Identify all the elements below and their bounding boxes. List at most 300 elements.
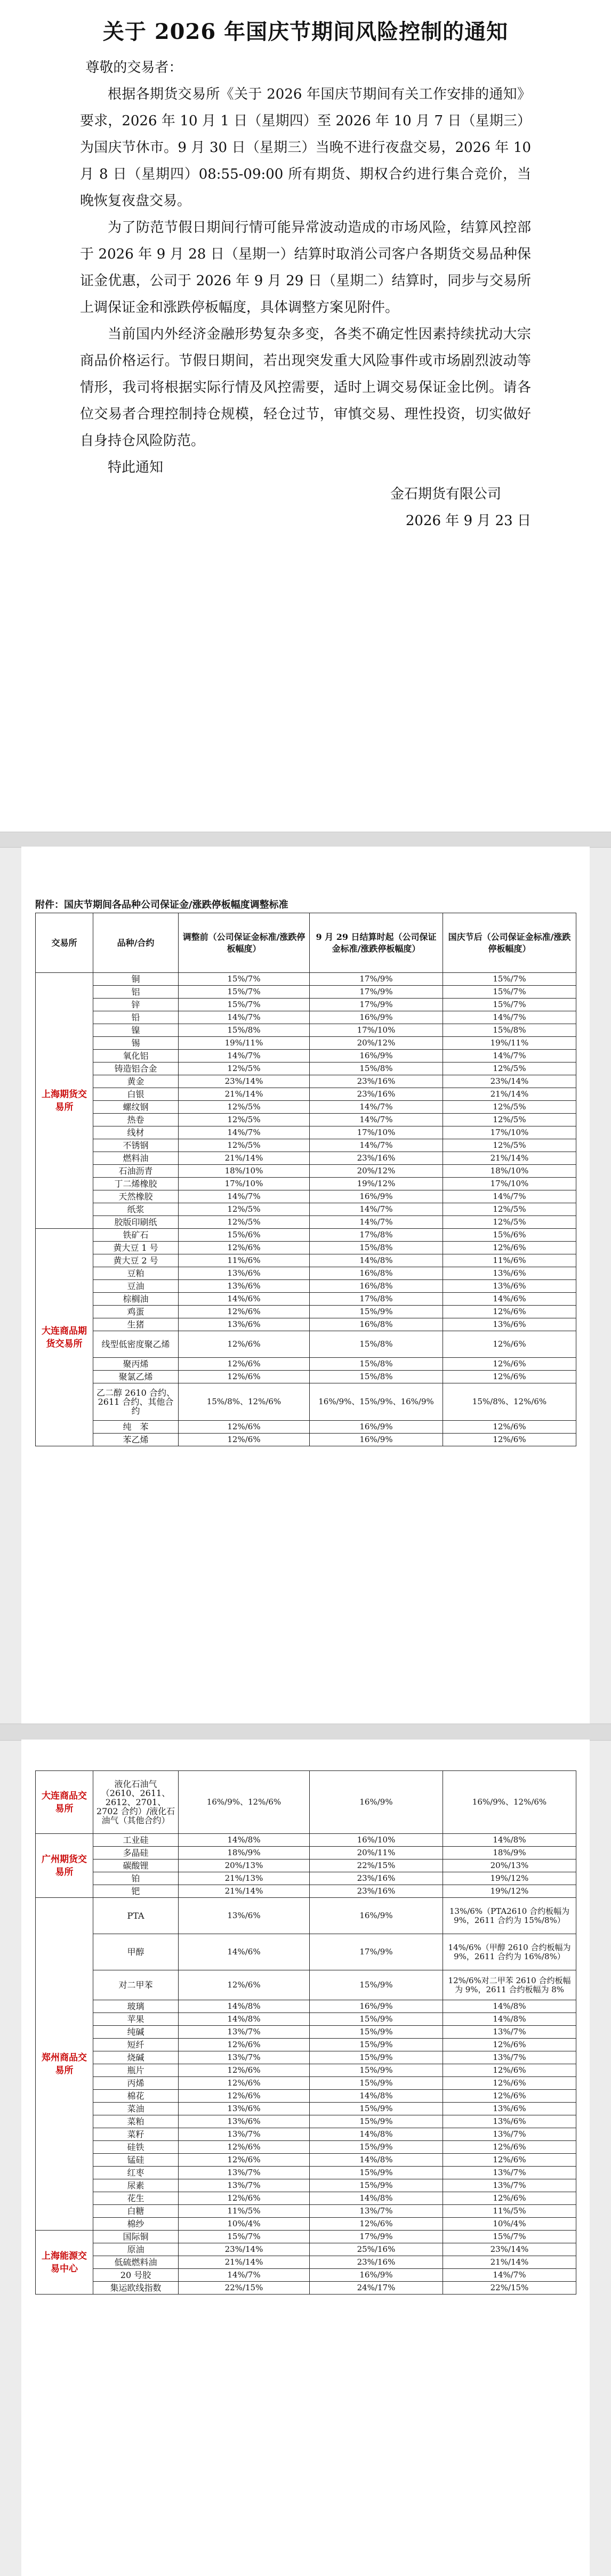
- product-cell: 铝: [93, 986, 179, 999]
- product-cell: 烧碱: [93, 2051, 179, 2064]
- sep29-value: 16%/9%: [310, 1050, 443, 1062]
- before-value: 21%/13%: [179, 1872, 310, 1885]
- before-value: 22%/15%: [179, 2282, 310, 2295]
- sep29-value: 23%/16%: [310, 1872, 443, 1885]
- table-row: [36, 2179, 576, 2192]
- before-value: 18%/10%: [179, 1165, 310, 1178]
- notice-paragraph: 当前国内外经济金融形势复杂多变，各类不确定性因素持续扰动大宗商品价格运行。节假日期间，若出现突发重大风险事件或市场剧烈波动等情形，我司将根据实际行情及风控需要，适时上调交易保证金比例。请各位交易者合理控制持仓规模，轻仓过节，审慎交易、理性投资，切实做好自身持仓风险防范。: [80, 326, 531, 449]
- after-value: 13%/6%: [443, 2115, 576, 2128]
- before-value: 13%/7%: [179, 2179, 310, 2192]
- header-exchange: 交易所: [36, 913, 93, 973]
- sep29-value: 17%/9%: [310, 999, 443, 1011]
- table-row: [36, 1139, 576, 1152]
- margin-adjustment-table-continued: [35, 1770, 576, 2295]
- product-cell: 铅: [93, 1011, 179, 1024]
- before-value: 13%/7%: [179, 2128, 310, 2141]
- table-row: [36, 1254, 576, 1267]
- notice-title: 关于 2026 年国庆节期间风险控制的通知: [102, 19, 509, 44]
- sep29-value: 16%/9%: [310, 1011, 443, 1024]
- after-value: 21%/14%: [443, 1088, 576, 1101]
- before-value: 12%/5%: [179, 1139, 310, 1152]
- sep29-value: 15%/9%: [310, 2026, 443, 2039]
- product-cell: 白糖: [93, 2205, 179, 2218]
- before-value: 21%/14%: [179, 1152, 310, 1165]
- table-row: [36, 2128, 576, 2141]
- after-value: 20%/13%: [443, 1859, 576, 1872]
- product-cell: 螺纹钢: [93, 1101, 179, 1114]
- sep29-value: 23%/16%: [310, 2256, 443, 2269]
- before-value: 12%/5%: [179, 1114, 310, 1126]
- product-cell: 集运欧线指数: [93, 2282, 179, 2295]
- sep29-value: 17%/9%: [310, 2231, 443, 2243]
- table-row: [36, 1421, 576, 1434]
- table-row: [36, 1114, 576, 1126]
- product-cell: 石油沥青: [93, 1165, 179, 1178]
- notice-salutation: 尊敬的交易者：: [85, 60, 183, 76]
- sep29-value: 14%/8%: [310, 2090, 443, 2103]
- after-value: 15%/7%: [443, 986, 576, 999]
- before-value: 12%/6%: [179, 2154, 310, 2167]
- before-value: 12%/6%: [179, 1331, 310, 1358]
- notice-body: [0, 0, 611, 534]
- after-value: 12%/6%对二甲苯 2610 合约板幅为 9%，2611 合约板幅为 8%: [443, 1970, 576, 2000]
- table-row: [36, 1371, 576, 1383]
- after-value: 13%/6%: [443, 1318, 576, 1331]
- before-value: 14%/6%: [179, 1293, 310, 1306]
- table-row: [36, 1318, 576, 1331]
- table-row: [36, 1024, 576, 1037]
- product-cell: 黄大豆 2 号: [93, 1254, 179, 1267]
- before-value: 20%/13%: [179, 1859, 310, 1872]
- sep29-value: 17%/9%: [310, 986, 443, 999]
- before-value: 12%/6%: [179, 1434, 310, 1446]
- product-cell: 液化石油气（2610、2611、2612、2701、2702 合约）/液化石油气（其他合约）: [93, 1771, 179, 1834]
- before-value: 12%/5%: [179, 1203, 310, 1216]
- exchange-cell: 上海期货交易所: [36, 973, 93, 1229]
- before-value: 13%/6%: [179, 1318, 310, 1331]
- before-value: 10%/4%: [179, 2218, 310, 2231]
- after-value: 13%/7%: [443, 2179, 576, 2192]
- product-cell: 瓶片: [93, 2064, 179, 2077]
- after-value: 14%/8%: [443, 2000, 576, 2013]
- table-row: [36, 1075, 576, 1088]
- table-row: [36, 1229, 576, 1242]
- sep29-value: 17%/10%: [310, 1126, 443, 1139]
- table-row: [36, 1306, 576, 1318]
- before-value: 15%/8%: [179, 1024, 310, 1037]
- table-row: [36, 2000, 576, 2013]
- after-value: 13%/7%: [443, 2026, 576, 2039]
- before-value: 12%/6%: [179, 1970, 310, 2000]
- exchange-cell: 郑州商品交易所: [36, 1898, 93, 2231]
- table-row: [36, 1190, 576, 1203]
- after-value: 12%/5%: [443, 1139, 576, 1152]
- after-value: 12%/5%: [443, 1216, 576, 1229]
- before-value: 12%/5%: [179, 1216, 310, 1229]
- after-value: 12%/6%: [443, 2192, 576, 2205]
- table-row: [36, 2282, 576, 2295]
- before-value: 12%/6%: [179, 2192, 310, 2205]
- after-value: 12%/6%: [443, 2154, 576, 2167]
- product-cell: 鸡蛋: [93, 1306, 179, 1318]
- table-row: [36, 1847, 576, 1859]
- table-row: [36, 2077, 576, 2090]
- product-cell: 原油: [93, 2243, 179, 2256]
- product-cell: 铜: [93, 973, 179, 986]
- after-value: 13%/6%: [443, 1280, 576, 1293]
- after-value: 13%/6%: [443, 2103, 576, 2115]
- table-row: [36, 1126, 576, 1139]
- sep29-value: 15%/8%: [310, 1371, 443, 1383]
- sep29-value: 22%/15%: [310, 1859, 443, 1872]
- product-cell: 国际铜: [93, 2231, 179, 2243]
- after-value: 19%/12%: [443, 1885, 576, 1898]
- table-row: [36, 1037, 576, 1050]
- table-row: [36, 2218, 576, 2231]
- table-row: [36, 2039, 576, 2051]
- before-value: 14%/6%: [179, 1934, 310, 1970]
- before-value: 12%/6%: [179, 1371, 310, 1383]
- before-value: 21%/14%: [179, 1088, 310, 1101]
- sep29-value: 14%/7%: [310, 1101, 443, 1114]
- after-value: 17%/10%: [443, 1126, 576, 1139]
- product-cell: 尿素: [93, 2179, 179, 2192]
- after-value: 12%/5%: [443, 1101, 576, 1114]
- product-cell: 菜油: [93, 2103, 179, 2115]
- notice-page: [0, 0, 611, 832]
- sep29-value: 17%/9%: [310, 973, 443, 986]
- table-row: [36, 1062, 576, 1075]
- sep29-value: 17%/8%: [310, 1229, 443, 1242]
- table-row: [36, 1242, 576, 1254]
- product-cell: 铁矿石: [93, 1229, 179, 1242]
- after-value: 14%/7%: [443, 1190, 576, 1203]
- sep29-value: 16%/9%: [310, 1434, 443, 1446]
- table-row: [36, 1050, 576, 1062]
- before-value: 14%/7%: [179, 1126, 310, 1139]
- product-cell: 对二甲苯: [93, 1970, 179, 2000]
- sep29-value: 16%/9%: [310, 1421, 443, 1434]
- table-row: [36, 1434, 576, 1446]
- table-row: [36, 1358, 576, 1371]
- product-cell: 锡: [93, 1037, 179, 1050]
- sep29-value: 12%/6%: [310, 2218, 443, 2231]
- product-cell: 棉花: [93, 2090, 179, 2103]
- sep29-value: 20%/12%: [310, 1165, 443, 1178]
- table-row: [36, 1834, 576, 1847]
- after-value: 14%/6%: [443, 1293, 576, 1306]
- sep29-value: 16%/9%: [310, 2269, 443, 2282]
- table-row: [36, 1293, 576, 1306]
- before-value: 15%/8%、12%/6%: [179, 1383, 310, 1421]
- table-row: [36, 1088, 576, 1101]
- product-cell: 镍: [93, 1024, 179, 1037]
- table-row: [36, 1152, 576, 1165]
- before-value: 12%/6%: [179, 2141, 310, 2154]
- before-value: 19%/11%: [179, 1037, 310, 1050]
- table-row: [36, 1872, 576, 1885]
- notice-closing: 特此通知: [108, 460, 164, 476]
- sep29-value: 15%/8%: [310, 1242, 443, 1254]
- sep29-value: 15%/9%: [310, 1970, 443, 2000]
- sep29-value: 14%/8%: [310, 2154, 443, 2167]
- product-cell: 线材: [93, 1126, 179, 1139]
- sep29-value: 19%/12%: [310, 1178, 443, 1190]
- table-row: [36, 2154, 576, 2167]
- product-cell: 低硫燃料油: [93, 2256, 179, 2269]
- before-value: 14%/8%: [179, 1834, 310, 1847]
- sep29-value: 15%/9%: [310, 2077, 443, 2090]
- after-value: 16%/9%、12%/6%: [443, 1771, 576, 1834]
- table-row: [36, 2231, 576, 2243]
- sep29-value: 24%/17%: [310, 2282, 443, 2295]
- sep29-value: 15%/8%: [310, 1331, 443, 1358]
- sep29-value: 16%/8%: [310, 1318, 443, 1331]
- before-value: 13%/7%: [179, 2167, 310, 2179]
- product-cell: 不锈钢: [93, 1139, 179, 1152]
- after-value: 12%/6%: [443, 1331, 576, 1358]
- after-value: 12%/6%: [443, 2090, 576, 2103]
- table-row: [36, 2167, 576, 2179]
- product-cell: 锰硅: [93, 2154, 179, 2167]
- before-value: 18%/9%: [179, 1847, 310, 1859]
- sep29-value: 15%/8%: [310, 1062, 443, 1075]
- sep29-value: 16%/9%: [310, 1771, 443, 1834]
- before-value: 15%/7%: [179, 2231, 310, 2243]
- before-value: 21%/14%: [179, 1885, 310, 1898]
- sep29-value: 15%/8%: [310, 1358, 443, 1371]
- after-value: 14%/7%: [443, 1050, 576, 1062]
- sep29-value: 17%/10%: [310, 1024, 443, 1037]
- product-cell: 碳酸锂: [93, 1859, 179, 1872]
- after-value: 18%/10%: [443, 1165, 576, 1178]
- table-row: [36, 1216, 576, 1229]
- after-value: 10%/4%: [443, 2218, 576, 2231]
- after-value: 15%/8%: [443, 1024, 576, 1037]
- after-value: 14%/8%: [443, 2013, 576, 2026]
- before-value: 14%/8%: [179, 2013, 310, 2026]
- sep29-value: 15%/9%: [310, 2103, 443, 2115]
- before-value: 13%/6%: [179, 1898, 310, 1934]
- product-cell: 燃料油: [93, 1152, 179, 1165]
- before-value: 13%/7%: [179, 2051, 310, 2064]
- before-value: 14%/7%: [179, 1050, 310, 1062]
- sep29-value: 14%/7%: [310, 1114, 443, 1126]
- before-value: 15%/7%: [179, 973, 310, 986]
- table-row: [36, 2026, 576, 2039]
- table-row: [36, 1898, 576, 1934]
- after-value: 15%/7%: [443, 999, 576, 1011]
- sep29-value: 16%/8%: [310, 1280, 443, 1293]
- page-separator: [0, 1724, 611, 1741]
- before-value: 17%/10%: [179, 1178, 310, 1190]
- sep29-value: 15%/9%: [310, 2141, 443, 2154]
- before-value: 12%/6%: [179, 2064, 310, 2077]
- after-value: 12%/6%: [443, 1421, 576, 1434]
- product-cell: 钯: [93, 1885, 179, 1898]
- before-value: 11%/5%: [179, 2205, 310, 2218]
- before-value: 12%/6%: [179, 2077, 310, 2090]
- product-cell: 线型低密度聚乙烯: [93, 1331, 179, 1358]
- sep29-value: 15%/9%: [310, 2115, 443, 2128]
- after-value: 12%/6%: [443, 2039, 576, 2051]
- table-row: [36, 1011, 576, 1024]
- before-value: 12%/6%: [179, 1421, 310, 1434]
- sep29-value: 15%/9%: [310, 1306, 443, 1318]
- before-value: 12%/6%: [179, 1242, 310, 1254]
- notice-paragraph: 根据各期货交易所《关于 2026 年国庆节期间有关工作安排的通知》要求，2026 年 10 月 1 日（星期四）至 2026 年 10 月 7 日（星期三）为国庆节休市。9 月 30 日（星期三）当晚不进行夜盘交易，2026 年 10 月 8 日（星期四）08:55-09:00 所有期货、期权合约进行集合竞价，当晚恢复夜盘交易。: [80, 86, 531, 209]
- product-cell: 聚氯乙烯: [93, 1371, 179, 1383]
- product-cell: 豆油: [93, 1280, 179, 1293]
- sep29-value: 17%/9%: [310, 1934, 443, 1970]
- after-value: 12%/5%: [443, 1062, 576, 1075]
- sep29-value: 17%/8%: [310, 1293, 443, 1306]
- header-before: 调整前（公司保证金标准/涨跌停板幅度）: [179, 913, 310, 973]
- table-row: [36, 2243, 576, 2256]
- sep29-value: 14%/7%: [310, 1139, 443, 1152]
- after-value: 15%/7%: [443, 2231, 576, 2243]
- header-sep29: 9 月 29 日结算时起（公司保证金标准/涨跌停板幅度）: [310, 913, 443, 973]
- after-value: 11%/5%: [443, 2205, 576, 2218]
- before-value: 12%/5%: [179, 1062, 310, 1075]
- product-cell: 棉纱: [93, 2218, 179, 2231]
- before-value: 13%/6%: [179, 1280, 310, 1293]
- product-cell: 红枣: [93, 2167, 179, 2179]
- sep29-value: 15%/9%: [310, 2167, 443, 2179]
- table-row: [36, 2051, 576, 2064]
- sep29-value: 20%/11%: [310, 1847, 443, 1859]
- before-value: 12%/6%: [179, 1306, 310, 1318]
- sep29-value: 14%/8%: [310, 1254, 443, 1267]
- table-row: [36, 2103, 576, 2115]
- product-cell: 菜籽: [93, 2128, 179, 2141]
- after-value: 18%/9%: [443, 1847, 576, 1859]
- attachment-page-2: [21, 1740, 590, 2576]
- sep29-value: 16%/8%: [310, 1267, 443, 1280]
- exchange-cell: 上海能源交易中心: [36, 2231, 93, 2295]
- table-row: [36, 1859, 576, 1872]
- product-cell: 胶版印刷纸: [93, 1216, 179, 1229]
- product-cell: 铸造铝合金: [93, 1062, 179, 1075]
- sep29-value: 14%/8%: [310, 2192, 443, 2205]
- sep29-value: 15%/9%: [310, 2039, 443, 2051]
- table-row: [36, 986, 576, 999]
- sep29-value: 23%/16%: [310, 1885, 443, 1898]
- product-cell: PTA: [93, 1898, 179, 1934]
- after-value: 15%/6%: [443, 1229, 576, 1242]
- after-value: 12%/6%: [443, 1358, 576, 1371]
- before-value: 13%/6%: [179, 2103, 310, 2115]
- after-value: 14%/8%: [443, 1834, 576, 1847]
- header-product: 品种/合约: [93, 913, 179, 973]
- product-cell: 丁二烯橡胶: [93, 1178, 179, 1190]
- table-row: [36, 1383, 576, 1421]
- product-cell: 硅铁: [93, 2141, 179, 2154]
- table-row: [36, 1885, 576, 1898]
- product-cell: 花生: [93, 2192, 179, 2205]
- after-value: 12%/6%: [443, 1242, 576, 1254]
- before-value: 13%/6%: [179, 1267, 310, 1280]
- product-cell: 玻璃: [93, 2000, 179, 2013]
- table-row: [36, 1280, 576, 1293]
- after-value: 21%/14%: [443, 2256, 576, 2269]
- notice-paragraph: 为了防范节假日期间行情可能异常波动造成的市场风险，结算风控部于 2026 年 9 月 28 日（星期一）结算时取消公司客户各期货交易品种保证金优惠，公司于 2026 年 9 月 29 日（星期二）结算时，同步与交易所上调保证金和涨跌停板幅度，具体调整方案见附件。: [80, 220, 531, 316]
- before-value: 15%/7%: [179, 999, 310, 1011]
- after-value: 12%/5%: [443, 1114, 576, 1126]
- attachment-title: 附件：国庆节期间各品种公司保证金/涨跌停板幅度调整标准: [35, 899, 288, 911]
- table-row: [36, 2192, 576, 2205]
- before-value: 16%/9%、12%/6%: [179, 1771, 310, 1834]
- exchange-cell: 大连商品交易所: [36, 1771, 93, 1834]
- after-value: 12%/6%: [443, 2141, 576, 2154]
- after-value: 14%/7%: [443, 2269, 576, 2282]
- sep29-value: 14%/8%: [310, 2128, 443, 2141]
- table-row: [36, 1970, 576, 2000]
- product-cell: 天然橡胶: [93, 1190, 179, 1203]
- after-value: 11%/6%: [443, 1254, 576, 1267]
- sep29-value: 15%/9%: [310, 2013, 443, 2026]
- attachment-page-1: [21, 847, 590, 1724]
- table-row: [36, 1267, 576, 1280]
- before-value: 23%/14%: [179, 2243, 310, 2256]
- sep29-value: 25%/16%: [310, 2243, 443, 2256]
- after-value: 22%/15%: [443, 2282, 576, 2295]
- sep29-value: 16%/9%: [310, 1898, 443, 1934]
- table-row: [36, 2013, 576, 2026]
- sep29-value: 15%/9%: [310, 2051, 443, 2064]
- product-cell: 铂: [93, 1872, 179, 1885]
- before-value: 14%/7%: [179, 1190, 310, 1203]
- table-row: [36, 2090, 576, 2103]
- sep29-value: 15%/9%: [310, 2064, 443, 2077]
- product-cell: 短纤: [93, 2039, 179, 2051]
- product-cell: 甲醇: [93, 1934, 179, 1970]
- sep29-value: 16%/10%: [310, 1834, 443, 1847]
- table-row: [36, 1165, 576, 1178]
- before-value: 14%/8%: [179, 2000, 310, 2013]
- notice-date: 2026 年 9 月 23 日: [405, 513, 531, 529]
- after-value: 14%/7%: [443, 1011, 576, 1024]
- before-value: 15%/6%: [179, 1229, 310, 1242]
- sep29-value: 14%/7%: [310, 1216, 443, 1229]
- product-cell: 纯碱: [93, 2026, 179, 2039]
- after-value: 12%/6%: [443, 1306, 576, 1318]
- after-value: 13%/7%: [443, 2051, 576, 2064]
- product-cell: 豆粕: [93, 1267, 179, 1280]
- product-cell: 多晶硅: [93, 1847, 179, 1859]
- after-value: 19%/11%: [443, 1037, 576, 1050]
- product-cell: 黄大豆 1 号: [93, 1242, 179, 1254]
- sep29-value: 16%/9%: [310, 1190, 443, 1203]
- table-row: [36, 1771, 576, 1834]
- after-value: 12%/6%: [443, 2077, 576, 2090]
- product-cell: 乙二醇 2610 合约、2611 合约、其他合约: [93, 1383, 179, 1421]
- sep29-value: 23%/16%: [310, 1088, 443, 1101]
- before-value: 14%/7%: [179, 2269, 310, 2282]
- after-value: 23%/14%: [443, 2243, 576, 2256]
- after-value: 15%/7%: [443, 973, 576, 986]
- before-value: 23%/14%: [179, 1075, 310, 1088]
- after-value: 13%/6%: [443, 1267, 576, 1280]
- sep29-value: 13%/7%: [310, 2205, 443, 2218]
- after-value: 12%/6%: [443, 1371, 576, 1383]
- before-value: 12%/6%: [179, 1358, 310, 1371]
- sep29-value: 14%/7%: [310, 1203, 443, 1216]
- sep29-value: 15%/9%: [310, 2179, 443, 2192]
- notice-company: 金石期货有限公司: [390, 486, 501, 502]
- product-cell: 苹果: [93, 2013, 179, 2026]
- table-row: [36, 2269, 576, 2282]
